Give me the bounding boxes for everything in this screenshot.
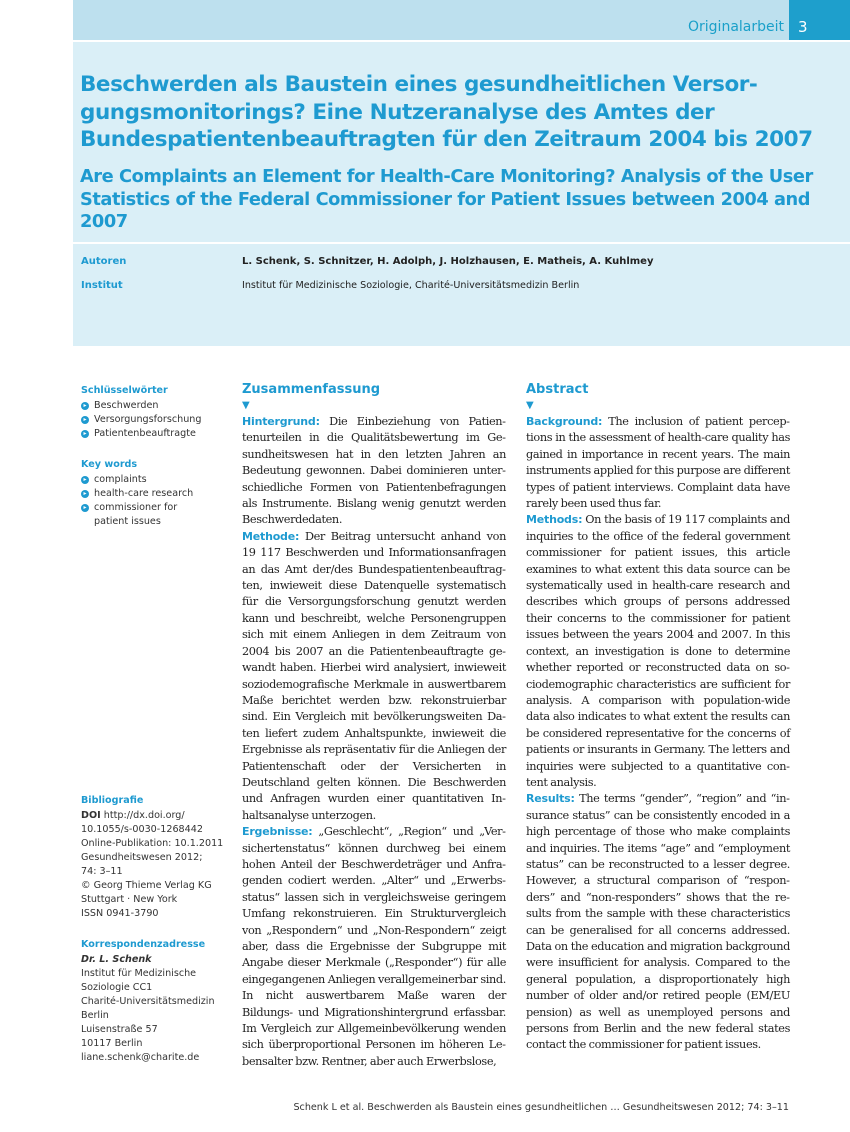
bullet-arrow-icon: ▸ — [81, 476, 89, 484]
authors: L. Schenk, S. Schnitzer, H. Adolph, J. Holzhausen, E. Matheis, A. Kuhlmey — [242, 256, 654, 267]
bullet-arrow-icon: ▸ — [81, 504, 89, 512]
summary-body: Hintergrund: Die Einbeziehung von Patientenurteilen in die Qualitätsbewertung im Gesundheitswesen hat in den letzten Jahren an Bedeutung gewonnen. Dabei dominieren unterschiedliche Formen von Patientenbefragungen als Instrumente. Bislang wenig genutzt werden Beschwerdedaten. Methode: Der Beitrag untersucht anhand von 19 117 Beschwerden und Informationsanfragen an das Amt der/des Bundespatientenbeauftragten, inwieweit diese Datenquelle systematisch für die Versorgungsforschung genutzt werden kann und beschreibt, welche Personengruppen sich mit einem Anliegen in dem Zeitraum von 2004 bis 2007 an die Patientenbeauftragte gewandt haben. Hierbei wird analysiert, inwieweit soziodemografische Merkmale in auswertbarem Maße berichtet werden bzw. rekonstruierbar sind. Ein Vergleich mit bevölkerungsweiten Daten liefert zudem Anhaltspunkte, inwieweit die Ergebnisse als repräsentativ für die Anliegen der Patientenschaft oder der Versicherten in Deutschland gelten können. Die Beschwerden und Anfragen wurden einer quantitativen Inhaltsanalyse unterzogen. Ergebnisse: „Geschlecht“, „Region“ und „Versichertenstatus“ können durchweg bei einem hohen Anteil der Beschwerdeträger und Anfragenden codiert werden. „Alter“ und „Erwerbsstatus“ lassen sich in vergleichsweise geringem Umfang rekonstruieren. Ein Strukturvergleich von „Respondern“ und „Non-Respondern“ zeigt aber, dass die Ergebnisse der Subgruppe mit Angabe dieser Merkmale („Responder“) für alle eingegangenen Anliegen verallgemeinerbar sind. In nicht auswertbarem Maße waren der Bildungs- und Migrationshintergrund erfassbar. Im Vergleich zur Allgemeinbevölkerung wenden sich überproportional Personen im höheren Lebensalter bzw. Rentner, aber auch Erwerbslose, — [242, 415, 506, 1068]
page-number: 3 — [789, 0, 850, 40]
keywords-de-heading: Schlüsselwörter — [81, 385, 168, 396]
doi-link[interactable]: http://dx.doi.org/ — [103, 810, 185, 821]
correspondence-line: Luisenstraße 57 — [81, 1024, 158, 1035]
header-divider — [73, 242, 850, 244]
bibliography-line: © Georg Thieme Verlag KG — [81, 880, 212, 891]
abstract-body: Background: The inclusion of patient perceptions in the assessment of health-care quality has gained in importance in recent years. The main instruments applied for this purpose are different types of patient interviews. Complaint data have rarely been used thus far. Methods: On the basis of 19 117 complaints and inquiries to the office of the federal government commissioner for patient issues, this article examines to what extent this data source can be systematically used in health-care research and describes which groups of persons addressed their concerns to the commissioner for patient issues between the years 2004 and 2007. In this context, an investigation is done to determine whether reported or reconstructed data on sociodemographic characteristics are sufficient for analysis. A comparison with population-wide data also indicates to what extent the results can be considered representative for the concerns of patients or insurants in Germany. The letters and inquiries were subjected to a quantitative content analysis. Results: The terms “gender”, “region” and “insurance status” can be consistently encoded in a high percentage of those who make complaints and inquiries. The items “age” and “employment status” can be reconstructed to a lesser degree. However, a structural comparison of “responders” and “non-responders” shows that the results from the sample with these characteristics can be generalised for all concerns addressed. Data on the education and migration background were insufficient for analysis. Compared to the general population, a disproportionately high number of older and/or retired people (EM/EU pension) as well as unemployed persons and persons from Berlin and the new federal states contact the commissioner for patient issues. — [526, 415, 790, 1052]
title-german: Beschwerden als Baustein eines gesundheitlichen Versorgungsmonitorings? Eine Nutzeranalyse des Amtes der Bundespatientenbeauftragten für den Zeitraum 2004 bis 2007 — [80, 72, 813, 152]
summary-german — [242, 381, 506, 1070]
email-link[interactable]: liane.schenk@charite.de — [81, 1052, 200, 1063]
summary-heading: Zusammenfassung — [242, 382, 381, 397]
keyword-item: ▸ Versorgungsforschung — [81, 413, 221, 427]
correspondence-line: Soziologie CC1 — [81, 982, 153, 993]
subheading-method: Methode: — [242, 529, 300, 543]
correspondence-name: Dr. L. Schenk — [81, 954, 152, 965]
correspondence-heading: Korrespondenzadresse — [81, 939, 206, 950]
bullet-arrow-icon: ▸ — [81, 490, 89, 498]
page-footer: Schenk L et al. Beschwerden als Baustein eines gesundheitlichen … Gesundheitswesen 2012; 74: 3–11 — [293, 1102, 789, 1113]
abstract-heading: Abstract — [526, 382, 589, 397]
keywords-de — [81, 384, 221, 441]
bullet-arrow-icon: ▸ — [81, 416, 89, 424]
institute: Institut für Medizinische Soziologie, Charité-Universitätsmedizin Berlin — [242, 280, 580, 291]
correspondence-line: Charité-Universitätsmedizin — [81, 996, 215, 1007]
correspondence-line: 10117 Berlin — [81, 1038, 143, 1049]
keyword-item: ▸ Beschwerden — [81, 399, 221, 413]
bibliography-line: Gesundheitswesen 2012; — [81, 852, 203, 863]
bibliography-line: Online-Publikation: 10.1.2011 — [81, 838, 224, 849]
keywords-en — [81, 458, 221, 529]
correspondence — [81, 938, 221, 1065]
subheading-background: Hintergrund: — [242, 415, 320, 428]
triangle-down-icon: ▼ — [242, 400, 250, 411]
bibliography-line: 74: 3–11 — [81, 866, 123, 877]
bibliography-heading: Bibliografie — [81, 795, 144, 806]
doi-line — [81, 809, 221, 823]
bullet-arrow-icon: ▸ — [81, 402, 89, 410]
keyword-item: ▸ health-care research — [81, 487, 221, 501]
triangle-down-icon: ▼ — [526, 400, 534, 411]
correspondence-line: Berlin — [81, 1010, 109, 1021]
keywords-en-heading: Key words — [81, 459, 138, 470]
subheading-results: Results: — [526, 792, 575, 806]
doi-label: DOI — [81, 810, 101, 821]
section-label: Originalarbeit — [688, 19, 784, 35]
authors-label: Autoren — [81, 256, 127, 267]
bibliography — [81, 794, 224, 921]
title-english: Are Complaints an Element for Health-Care Monitoring? Analysis of the User Statistics of the Federal Commissioner for Patient Issues between 2004 and 2007 — [80, 166, 813, 232]
subheading-results: Ergebnisse: — [242, 825, 313, 839]
institute-label: Institut — [81, 280, 123, 291]
subheading-background: Background: — [526, 415, 603, 428]
keyword-item: ▸ Patientenbeauftragte — [81, 427, 221, 441]
keyword-item: ▸ commissioner for patient issues — [81, 501, 214, 529]
subheading-methods: Methods: — [526, 513, 583, 527]
bullet-arrow-icon: ▸ — [81, 430, 89, 438]
bibliography-line: Stuttgart · New York — [81, 894, 178, 905]
header-strip — [73, 0, 850, 42]
bibliography-line: ISSN 0941-3790 — [81, 908, 159, 919]
correspondence-line: Institut für Medizinische — [81, 968, 197, 979]
keyword-item: ▸ complaints — [81, 473, 221, 487]
abstract-english — [526, 381, 790, 1054]
bibliography-line: 10.1055/s-0030-1268442 — [81, 824, 203, 835]
